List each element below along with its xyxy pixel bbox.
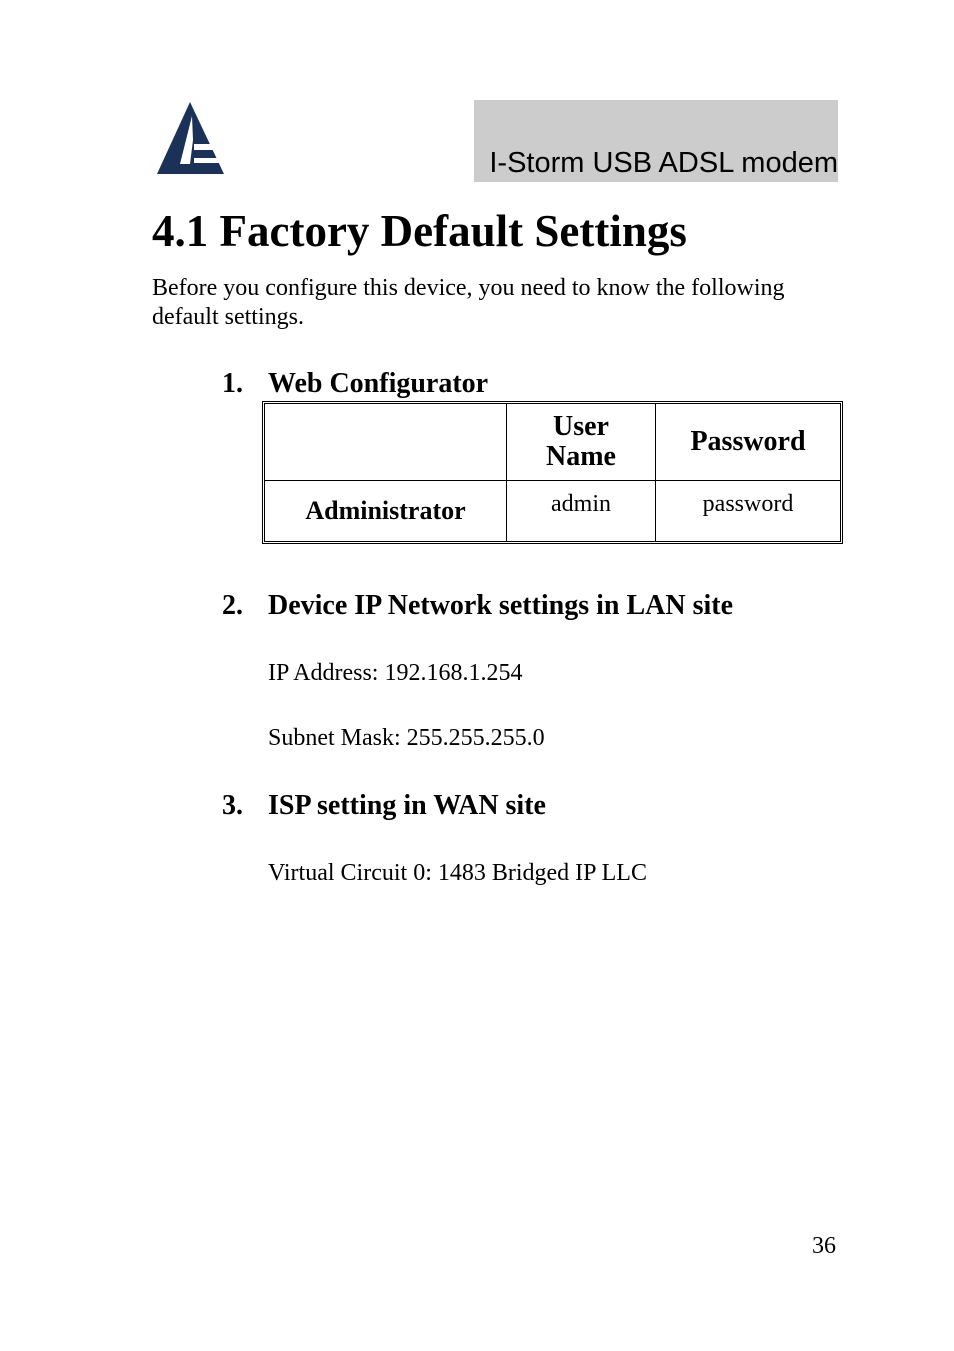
page-number: 36	[812, 1233, 836, 1259]
table-header-password: Password	[656, 404, 840, 481]
section-3-number: 3.	[222, 790, 243, 821]
ip-address-line: IP Address: 192.168.1.254	[268, 660, 523, 686]
table-row	[265, 481, 840, 541]
atlantis-logo-icon	[156, 100, 226, 176]
table-cell-user-name: admin	[507, 481, 656, 541]
page-title: 4.1 Factory Default Settings	[152, 206, 687, 256]
section-2-number: 2.	[222, 590, 243, 621]
table-header-blank	[265, 404, 507, 481]
virtual-circuit-line: Virtual Circuit 0: 1483 Bridged IP LLC	[268, 860, 647, 886]
section-1-number: 1.	[222, 368, 243, 399]
table-cell-role: Administrator	[265, 481, 507, 541]
intro-paragraph: Before you configure this device, you need to know the following default settings.	[152, 275, 785, 330]
table-header-row	[265, 404, 840, 481]
credentials-table	[262, 401, 843, 544]
section-1-title: Web Configurator	[268, 368, 489, 399]
subnet-mask-line: Subnet Mask: 255.255.255.0	[268, 725, 545, 751]
user-name-header-text: User Name	[546, 411, 616, 472]
table-header-user-name	[507, 404, 656, 481]
product-name: I-Storm USB ADSL modem	[489, 147, 838, 179]
section-2-title: Device IP Network settings in LAN site	[268, 590, 734, 621]
section-3-title: ISP setting in WAN site	[268, 790, 546, 821]
header-band	[474, 100, 838, 182]
table-cell-password: password	[702, 491, 794, 517]
